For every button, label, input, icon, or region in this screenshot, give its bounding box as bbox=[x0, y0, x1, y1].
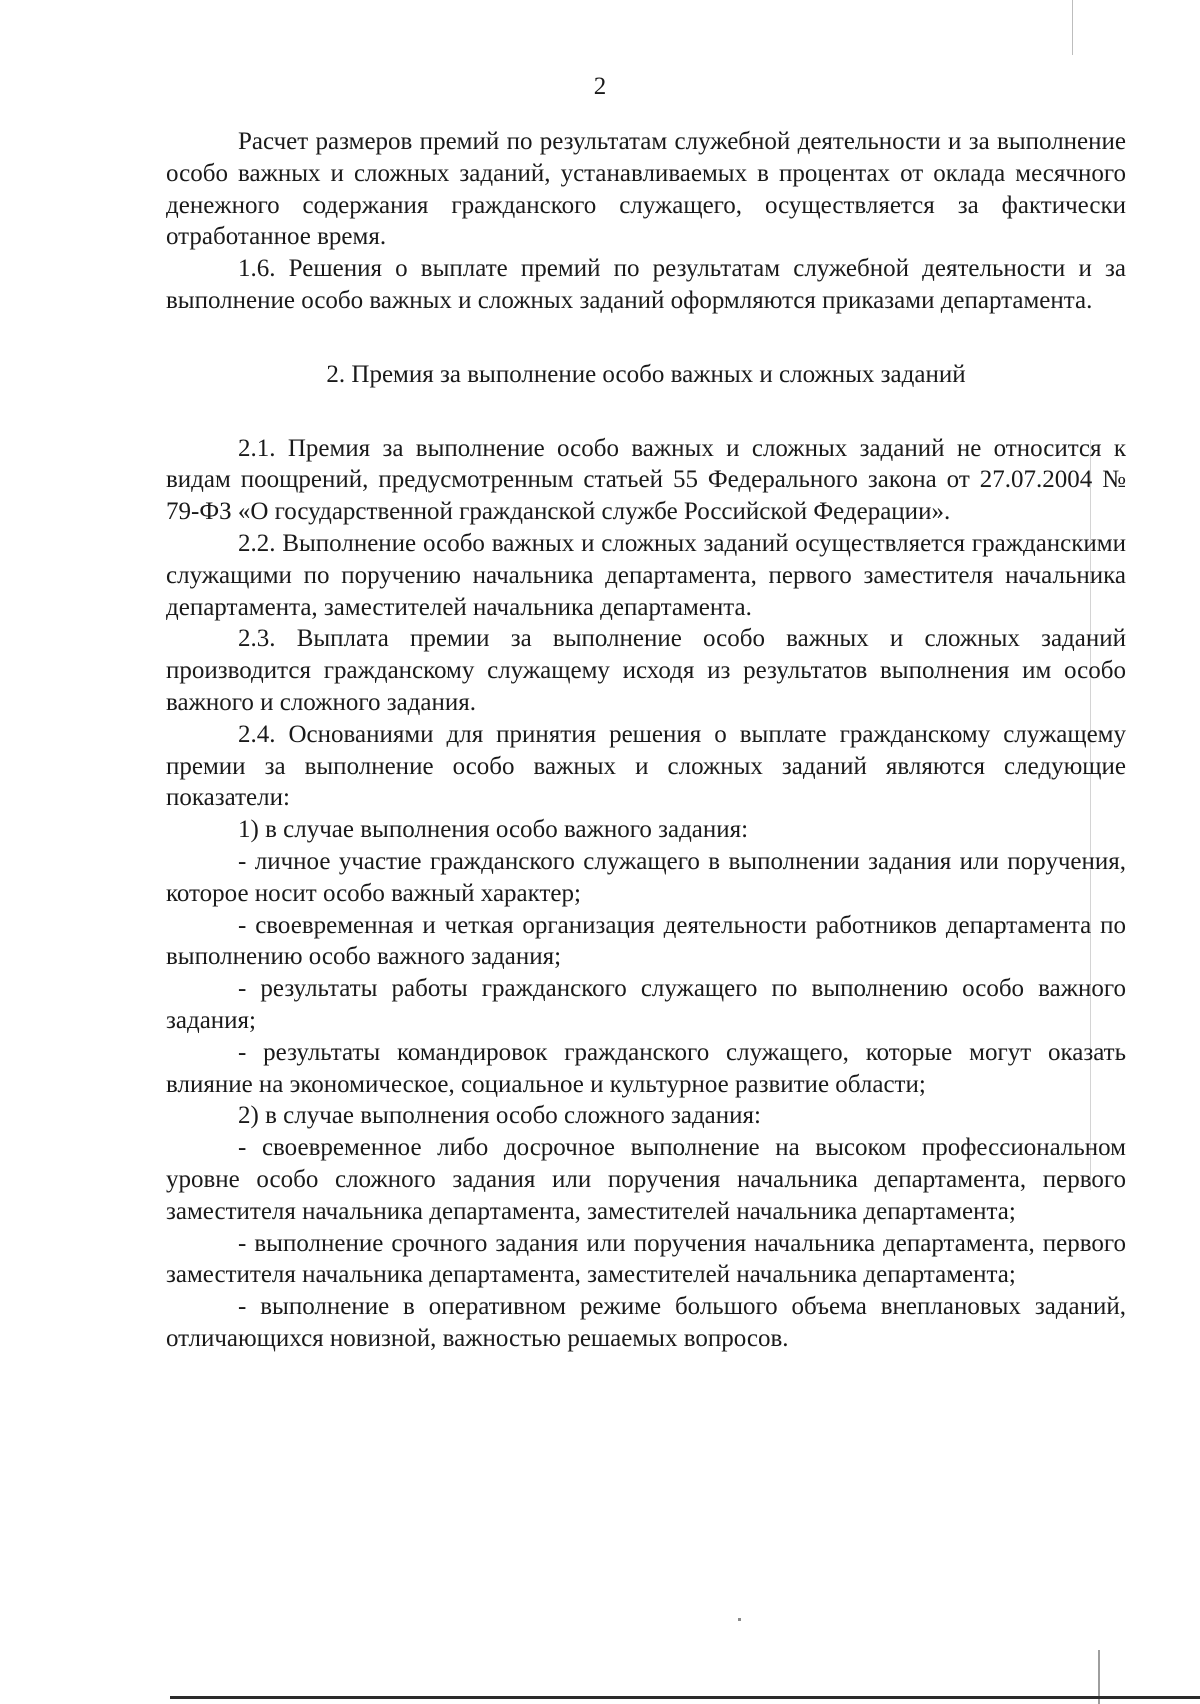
section-heading: 2. Премия за выполнение особо важных и сложных заданий bbox=[326, 360, 966, 388]
scan-artifact-line bbox=[1072, 0, 1073, 55]
scan-artifact-dot bbox=[738, 1618, 741, 1621]
list-item: - своевременная и четкая организация деятельности работников департамента по выполнению особо важного задания; bbox=[166, 911, 1126, 971]
paragraph: Расчет размеров премий по результатам служебной деятельности и за выполнение особо важных и сложных заданий, устанавливаемых в процентах от оклада месячного денежного содержания гражданского служащего, осуществляется за фактически отработанное время. bbox=[166, 128, 1126, 251]
list-item: - своевременное либо досрочное выполнение на высоком профессиональном уровне особо сложного задания или поручения начальника департамента, первого заместителя начальника департамента, заместителей начальника департамента; bbox=[166, 1134, 1126, 1225]
paragraph: 2.4. Основаниями для принятия решения о выплате гражданскому служащему премии за выполнение особо важных и сложных заданий являются следующие показатели: bbox=[166, 720, 1126, 812]
paragraph: 2.2. Выполнение особо важных и сложных заданий осуществляется гражданскими служащими по поручению начальника департамента, первого заместителя начальника департамента, заместителей начальника департамента. bbox=[166, 529, 1126, 621]
list-item: - результаты командировок гражданского служащего, которые могут оказать влияние на экономическое, социальное и культурное развитие области; bbox=[166, 1038, 1126, 1098]
list-item: 1) в случае выполнения особо важного задания: bbox=[238, 816, 749, 844]
paragraph: 2.3. Выплата премии за выполнение особо важных и сложных заданий производится гражданскому служащему исходя из результатов выполнения им особо важного и сложного задания. bbox=[166, 625, 1126, 716]
list-item: - выполнение в оперативном режиме большого объема внеплановых заданий, отличающихся новизной, важностью решаемых вопросов. bbox=[166, 1293, 1126, 1352]
list-item: - личное участие гражданского служащего в выполнении задания или поручения, которое носит особо важный характер; bbox=[166, 847, 1126, 907]
scan-artifact-edge bbox=[170, 1696, 1200, 1699]
paragraph: 1.6. Решения о выплате премий по результатам служебной деятельности и за выполнение особо важных и сложных заданий оформляются приказами департамента. bbox=[166, 255, 1126, 314]
page-number: 2 bbox=[593, 73, 607, 100]
paragraph: 2.1. Премия за выполнение особо важных и сложных заданий не относится к видам поощрений, предусмотренным статьей 55 Федерального закона от 27.07.2004 № 79-ФЗ «О государственной гражданской службе Российской Федерации». bbox=[166, 434, 1126, 526]
list-item: - выполнение срочного задания или поручения начальника департамента, первого заместителя начальника департамента, заместителей начальника департамента; bbox=[166, 1229, 1126, 1289]
list-item: 2) в случае выполнения особо сложного задания: bbox=[238, 1102, 761, 1130]
document-body bbox=[166, 126, 1126, 1355]
list-item: - результаты работы гражданского служащего по выполнению особо важного задания; bbox=[166, 975, 1126, 1034]
